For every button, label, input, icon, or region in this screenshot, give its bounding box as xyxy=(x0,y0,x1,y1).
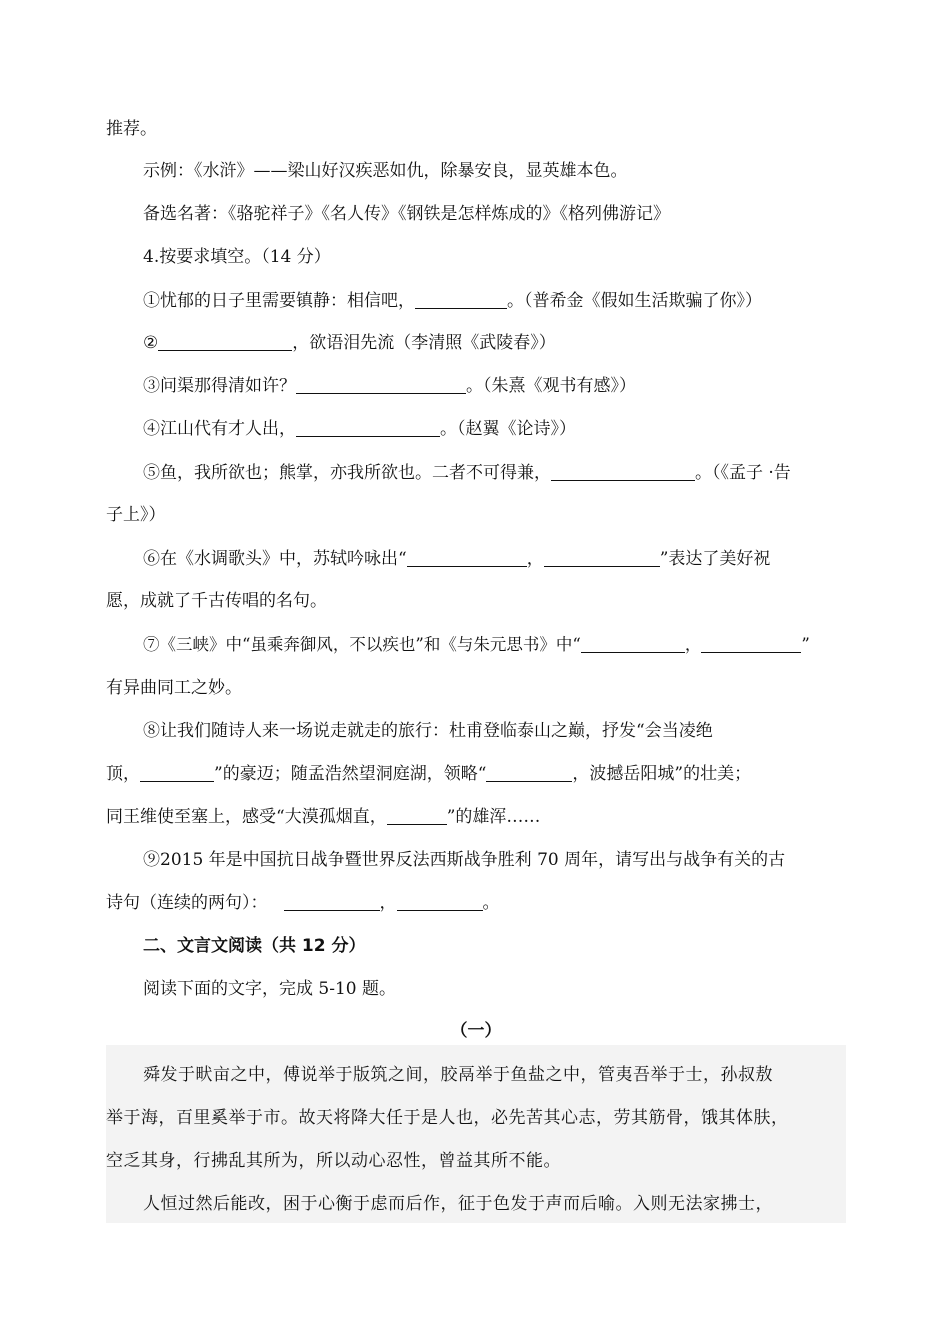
fill-item-9-line2 xyxy=(106,892,846,914)
fill-item-4-suffix: 。（赵翼《论诗》） xyxy=(440,419,576,439)
fill-item-2 xyxy=(143,332,846,354)
fill-item-7-prefix: ⑦《三峡》中“虽乘奔御风，不以疾也”和《与朱元思书》中“ xyxy=(143,635,581,654)
answer-blank[interactable] xyxy=(544,549,660,567)
fill-item-3-suffix: 。（朱熹《观书有感》） xyxy=(466,376,636,396)
fill-item-8-mid: ”的豪迈；随孟浩然望洞庭湖，领略“ xyxy=(214,764,487,784)
fill-item-9-comma: ， xyxy=(379,893,397,913)
fill-item-6-comma: ， xyxy=(526,549,544,569)
section-heading: 二、文言文阅读（共 12 分） xyxy=(143,936,366,956)
fill-item-6-cont: 愿，成就了千古传唱的名句。 xyxy=(106,591,327,611)
fill-item-9-prefix: 诗句（连续的两句）： xyxy=(106,893,268,913)
fill-item-2-suffix: ，欲语泪先流（李清照《武陵春》） xyxy=(292,333,556,353)
fill-item-1 xyxy=(143,290,846,312)
answer-blank[interactable] xyxy=(486,764,572,782)
passage-line-3: 空乏其身，行拂乱其所为，所以动心忍性，曾益其所不能。 xyxy=(106,1151,561,1171)
example-text: 示例：《水浒》——梁山好汉疾恶如仇，除暴安良，显英雄本色。 xyxy=(143,161,628,181)
fill-item-1-prefix: ①忧郁的日子里需要镇静：相信吧， xyxy=(143,291,415,311)
candidate-books: 备选名著：《骆驼祥子》《名人传》《钢铁是怎样炼成的》《格列佛游记》 xyxy=(143,204,670,224)
fill-item-3-prefix: ③问渠那得清如许？ xyxy=(143,376,296,396)
fill-item-8: ⑧让我们随诗人来一场说走就走的旅行：杜甫登临泰山之巅，抒发“会当凌绝 xyxy=(143,721,713,741)
part-label: （一） xyxy=(450,1021,502,1041)
fill-item-5-suffix: 。（《孟子 ·告 xyxy=(695,463,791,483)
fill-item-9: ⑨2015 年是中国抗日战争暨世界反法西斯战争胜利 70 周年，请写出与战争有关的古 xyxy=(143,850,786,870)
fill-item-1-suffix: 。（普希金《假如生活欺骗了你》） xyxy=(507,291,762,311)
fill-item-8-prefix: 顶， xyxy=(106,764,140,784)
fill-item-8-prefix2: 同王维使至塞上，感受“大漠孤烟直， xyxy=(106,807,387,827)
fill-item-4-prefix: ④江山代有才人出， xyxy=(143,419,296,439)
passage-line-4: 人恒过然后能改，困于心衡于虑而后作，征于色发于声而后喻。入则无法家拂士， xyxy=(143,1194,773,1214)
answer-blank[interactable] xyxy=(158,333,292,351)
fill-item-7-comma: ， xyxy=(684,635,702,654)
fill-item-5-prefix: ⑤鱼，我所欲也；熊掌，亦我所欲也。二者不可得兼， xyxy=(143,463,551,483)
passage-line-2: 举于海，百里奚举于市。故天将降大任于是人也，必先苦其心志，劳其筋骨，饿其体肤， xyxy=(106,1108,789,1128)
fill-item-8-suffix: ，波撼岳阳城”的壮美； xyxy=(572,764,752,784)
fill-item-6 xyxy=(143,548,846,570)
fill-item-8-line2 xyxy=(106,763,846,785)
fill-item-4 xyxy=(143,418,846,440)
fill-item-7-cont: 有异曲同工之妙。 xyxy=(106,678,242,698)
fill-item-3 xyxy=(143,375,846,397)
fill-item-6-prefix: ⑥在《水调歌头》中，苏轼吟咏出“ xyxy=(143,549,407,569)
answer-blank[interactable] xyxy=(296,419,440,437)
answer-blank[interactable] xyxy=(284,893,380,911)
fill-item-2-prefix: ② xyxy=(143,333,159,353)
fill-item-5 xyxy=(143,462,846,484)
answer-blank[interactable] xyxy=(387,807,447,825)
question-4-title: 4.按要求填空。（14 分） xyxy=(143,247,331,267)
section-instruction: 阅读下面的文字，完成 5-10 题。 xyxy=(143,979,396,999)
answer-blank[interactable] xyxy=(551,463,695,481)
passage-line-1: 舜发于畎亩之中，傅说举于版筑之间，胶鬲举于鱼盐之中，管夷吾举于士，孙叔敖 xyxy=(143,1065,773,1085)
fill-item-8-suffix2: ”的雄浑…… xyxy=(446,807,541,827)
fill-item-5-cont: 子上》） xyxy=(106,505,166,525)
fill-item-8-line3 xyxy=(106,806,846,828)
answer-blank[interactable] xyxy=(397,893,483,911)
fill-item-7 xyxy=(143,634,846,656)
fill-item-6-suffix: ”表达了美好祝 xyxy=(659,549,771,569)
answer-blank[interactable] xyxy=(415,291,507,309)
answer-blank[interactable] xyxy=(581,635,685,653)
answer-blank[interactable] xyxy=(701,635,801,653)
fill-item-7-suffix: ” xyxy=(801,635,810,654)
fill-item-9-suffix: 。 xyxy=(482,893,500,913)
answer-blank[interactable] xyxy=(407,549,527,567)
continuation-text: 推荐。 xyxy=(106,119,157,139)
answer-blank[interactable] xyxy=(140,764,214,782)
answer-blank[interactable] xyxy=(296,376,466,394)
